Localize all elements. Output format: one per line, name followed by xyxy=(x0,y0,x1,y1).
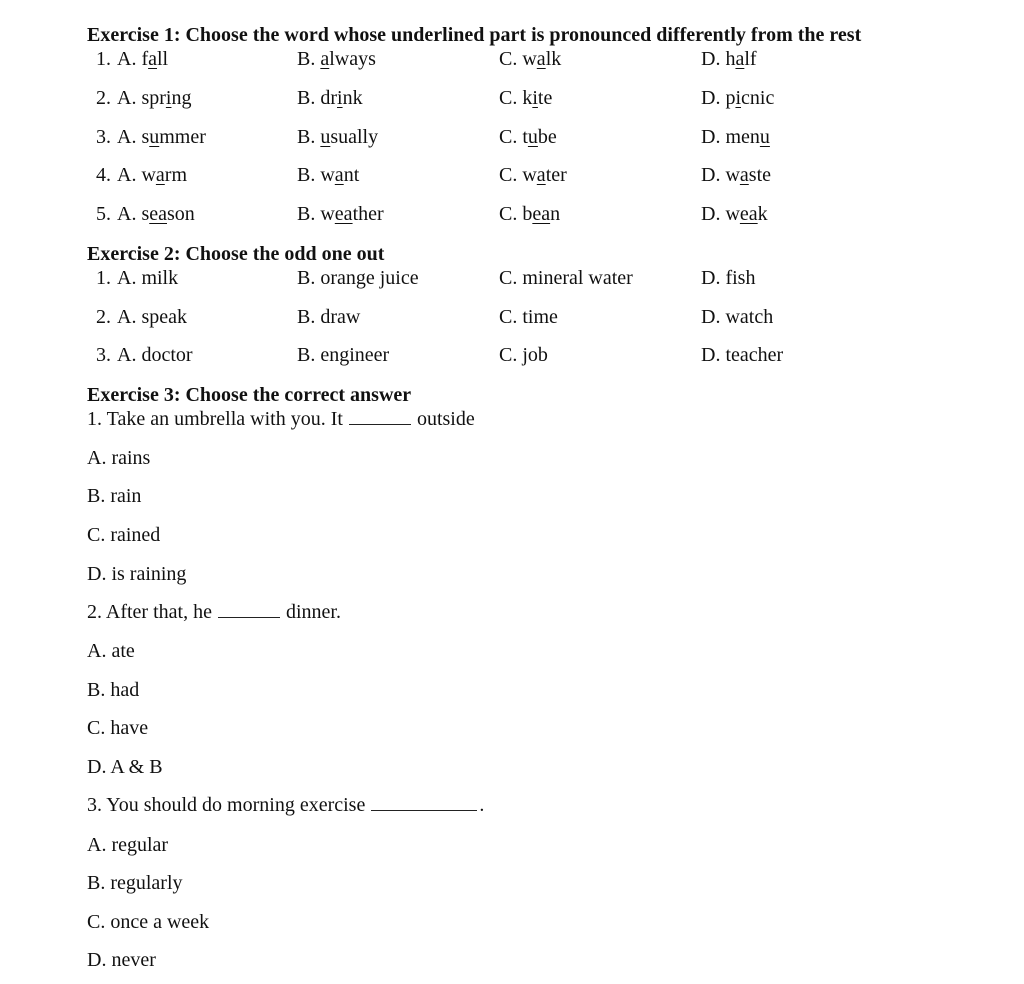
answer-blank xyxy=(218,601,280,618)
exercise-3-question-1 xyxy=(87,407,475,431)
option-b: B. had xyxy=(87,679,140,701)
option-text: lk xyxy=(545,48,562,70)
question-text: 3. You should do morning exercise xyxy=(87,794,366,816)
option-b xyxy=(297,86,363,110)
option-text: A. s xyxy=(117,126,150,148)
question-text-end: outside xyxy=(416,408,475,430)
option-b: B. regularly xyxy=(87,872,183,894)
option-text: ll xyxy=(157,48,169,70)
exercise-1-heading: Exercise 1: Choose the word whose underlined part is pronounced differently from the rest xyxy=(87,24,862,46)
option-a: A. doctor xyxy=(117,344,193,366)
option-d: D. watch xyxy=(701,306,774,328)
question-text: 1. Take an umbrella with you. It xyxy=(87,408,343,430)
underlined-part: i xyxy=(532,87,538,109)
underlined-part: ea xyxy=(149,203,167,225)
option-text: D. p xyxy=(701,87,736,109)
option-text: C. t xyxy=(499,126,528,148)
option-text: ther xyxy=(352,203,384,225)
underlined-part: a xyxy=(536,48,546,70)
option-d xyxy=(701,125,770,149)
question-number: 1. xyxy=(96,267,111,289)
underlined-part: i xyxy=(337,87,343,109)
option-a xyxy=(117,202,195,226)
exercise-2-heading: Exercise 2: Choose the odd one out xyxy=(87,243,385,265)
question-text-end: dinner. xyxy=(285,601,341,623)
option-c: C. time xyxy=(499,306,558,328)
option-d xyxy=(701,47,757,71)
option-d: D. never xyxy=(87,949,156,971)
option-text: k xyxy=(757,203,768,225)
option-text: C. b xyxy=(499,203,533,225)
option-d xyxy=(701,163,771,187)
option-text: nk xyxy=(342,87,363,109)
option-b: B. rain xyxy=(87,485,142,507)
option-a xyxy=(117,47,168,71)
option-b xyxy=(297,163,359,187)
option-c: C. rained xyxy=(87,524,161,546)
underlined-part: u xyxy=(759,126,770,148)
option-c: C. job xyxy=(499,344,548,366)
underlined-part: a xyxy=(334,164,344,186)
option-b: B. orange juice xyxy=(297,267,419,289)
underlined-part: u xyxy=(320,126,331,148)
option-text: A. spr xyxy=(117,87,166,109)
question-number: 2. xyxy=(96,306,111,328)
option-c xyxy=(499,86,552,110)
exercise-3-heading: Exercise 3: Choose the correct answer xyxy=(87,384,412,406)
option-a: A. ate xyxy=(87,640,135,662)
option-text: C. w xyxy=(499,48,537,70)
option-text: B. dr xyxy=(297,87,337,109)
option-a xyxy=(117,125,206,149)
option-text: A. w xyxy=(117,164,156,186)
option-c: C. have xyxy=(87,717,149,739)
underlined-part: ea xyxy=(334,203,353,225)
option-text: D. w xyxy=(701,164,740,186)
option-d xyxy=(701,86,774,110)
option-a xyxy=(117,163,187,187)
option-b: B. draw xyxy=(297,306,361,328)
option-c xyxy=(499,125,557,149)
question-number: 3. xyxy=(96,344,111,366)
underlined-part: u xyxy=(527,126,538,148)
question-number: 4. xyxy=(96,164,111,186)
option-text: B. w xyxy=(297,203,335,225)
question-text: 2. After that, he xyxy=(87,601,212,623)
option-text: be xyxy=(537,126,557,148)
option-b xyxy=(297,125,378,149)
option-d: D. teacher xyxy=(701,344,784,366)
option-text: A. f xyxy=(117,48,149,70)
option-d xyxy=(701,202,768,226)
option-a: A. speak xyxy=(117,306,187,328)
option-text: D. men xyxy=(701,126,760,148)
exercise-3-question-2 xyxy=(87,600,341,624)
question-number: 1. xyxy=(96,48,111,70)
option-text: ter xyxy=(545,164,567,186)
option-c xyxy=(499,202,560,226)
underlined-part: u xyxy=(149,126,160,148)
option-a: A. rains xyxy=(87,447,151,469)
option-text: D. h xyxy=(701,48,736,70)
option-b xyxy=(297,202,384,226)
underlined-part: ea xyxy=(739,203,758,225)
answer-blank xyxy=(349,408,411,425)
option-a: A. milk xyxy=(117,267,179,289)
option-text: rm xyxy=(164,164,187,186)
underlined-part: a xyxy=(735,48,745,70)
option-text: n xyxy=(550,203,561,225)
question-number: 2. xyxy=(96,87,111,109)
question-text-end: . xyxy=(479,794,485,816)
underlined-part: a xyxy=(148,48,157,70)
exercise-3-question-3 xyxy=(87,793,484,817)
option-text: C. w xyxy=(499,164,537,186)
option-text: mmer xyxy=(159,126,206,148)
option-text: ste xyxy=(748,164,771,186)
option-text: nt xyxy=(343,164,360,186)
option-b: B. engineer xyxy=(297,344,390,366)
option-text: sually xyxy=(330,126,379,148)
option-d: D. is raining xyxy=(87,563,187,585)
option-d: D. A & B xyxy=(87,756,163,778)
option-b xyxy=(297,47,376,71)
underlined-part: i xyxy=(735,87,742,109)
option-a: A. regular xyxy=(87,834,169,856)
option-c xyxy=(499,47,561,71)
option-text: te xyxy=(537,87,553,109)
answer-blank xyxy=(371,794,477,811)
question-number: 3. xyxy=(96,126,111,148)
underlined-part: a xyxy=(320,48,330,70)
option-text: D. w xyxy=(701,203,740,225)
option-c: C. mineral water xyxy=(499,267,633,289)
option-text: son xyxy=(167,203,195,225)
option-a xyxy=(117,86,191,110)
option-c: C. once a week xyxy=(87,911,210,933)
option-text: lf xyxy=(744,48,757,70)
option-d: D. fish xyxy=(701,267,756,289)
option-c xyxy=(499,163,567,187)
underlined-part: a xyxy=(155,164,165,186)
underlined-part: a xyxy=(536,164,546,186)
option-text: A. s xyxy=(117,203,150,225)
question-number: 5. xyxy=(96,203,111,225)
underlined-part: ea xyxy=(532,203,551,225)
underlined-part: i xyxy=(165,87,172,109)
option-text: B. w xyxy=(297,164,335,186)
option-text: B. xyxy=(297,48,321,70)
option-text: lways xyxy=(329,48,376,70)
option-text: ng xyxy=(171,87,192,109)
option-text: B. xyxy=(297,126,321,148)
option-text: C. k xyxy=(499,87,533,109)
underlined-part: a xyxy=(739,164,749,186)
option-text: cnic xyxy=(741,87,775,109)
